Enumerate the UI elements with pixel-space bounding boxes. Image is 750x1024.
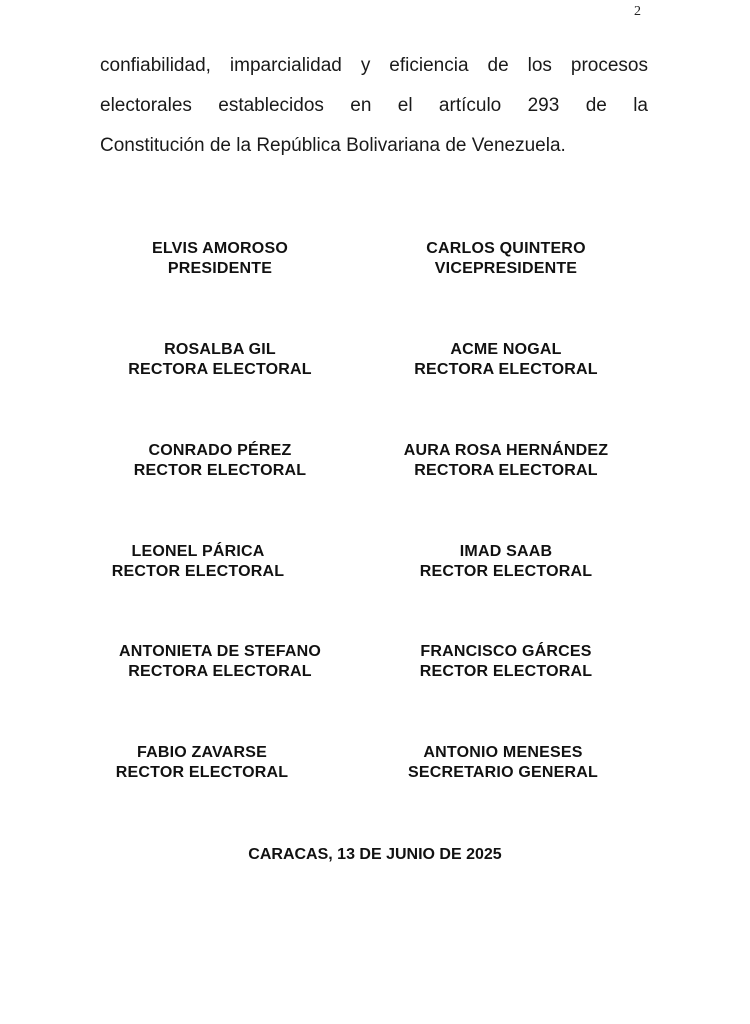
signatory-role: RECTORA ELECTORAL [128, 663, 312, 680]
signature-block [70, 340, 370, 380]
signatory-name: ROSALBA GIL [164, 341, 276, 358]
signature-block [70, 441, 370, 481]
signature-block [70, 239, 370, 279]
signatory-role: PRESIDENTE [167, 260, 273, 277]
signatory-role: RECTOR ELECTORAL [111, 563, 285, 580]
signature-block [356, 642, 656, 682]
signatory-role: RECTORA ELECTORAL [128, 361, 312, 378]
body-paragraph [100, 46, 648, 166]
signatory-name: FRANCISCO GÁRCES [420, 643, 592, 660]
signature-block [356, 340, 656, 380]
signatory-role: VICEPRESIDENTE [434, 260, 578, 277]
signatory-role: RECTORA ELECTORAL [414, 361, 598, 378]
signatory-name: ANTONIO MENESES [423, 744, 583, 761]
signature-block [356, 542, 656, 582]
signatory-role: RECTOR ELECTORAL [419, 563, 593, 580]
signature-block [52, 743, 352, 783]
signatory-name: FABIO ZAVARSE [136, 744, 267, 761]
paragraph-line: confiabilidad, imparcialidad y eficiencia de los procesos [100, 55, 648, 76]
signatory-name: LEONEL PÁRICA [131, 543, 265, 560]
signatory-name: CONRADO PÉREZ [148, 442, 292, 459]
signatory-name: ACME NOGAL [450, 341, 562, 358]
signatory-role: RECTOR ELECTORAL [115, 764, 289, 781]
signatory-name: IMAD SAAB [459, 543, 553, 560]
signatory-name: ANTONIETA DE STEFANO [119, 643, 321, 660]
signatory-name: CARLOS QUINTERO [426, 240, 586, 257]
signatory-role: SECRETARIO GENERAL [408, 764, 598, 781]
signatory-role: RECTOR ELECTORAL [133, 462, 307, 479]
signatory-name: ELVIS AMOROSO [152, 240, 288, 257]
signature-block [356, 239, 656, 279]
place-date: CARACAS, 13 DE JUNIO DE 2025 [248, 846, 502, 863]
signature-block [356, 441, 656, 481]
signature-block [48, 542, 348, 582]
signatory-name: AURA ROSA HERNÁNDEZ [403, 442, 609, 459]
signature-block [353, 743, 653, 783]
page-number: 2 [634, 4, 641, 19]
paragraph-line: Constitución de la República Bolivariana de Venezuela. [100, 135, 566, 156]
signature-block [70, 642, 370, 682]
paragraph-line: electorales establecidos en el artículo 293 de la [100, 95, 648, 116]
signatory-role: RECTORA ELECTORAL [414, 462, 598, 479]
signatory-role: RECTOR ELECTORAL [419, 663, 593, 680]
